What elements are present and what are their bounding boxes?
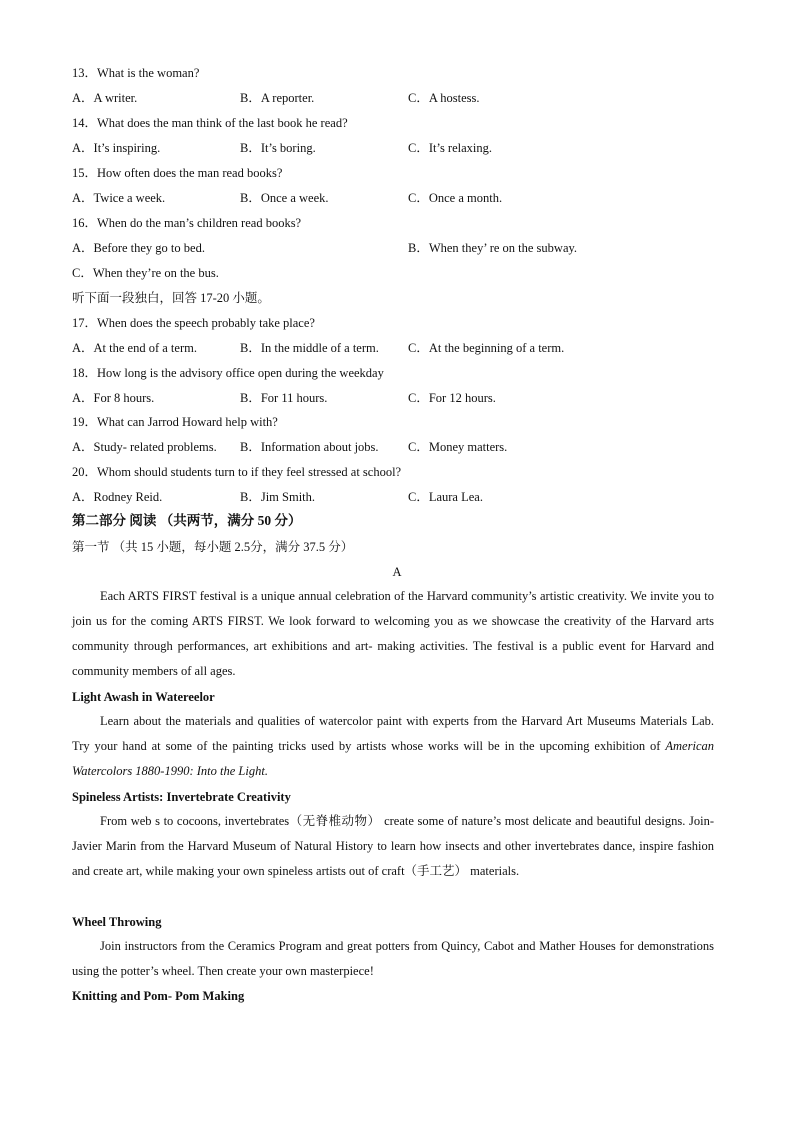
question-14: 14．What does the man think of the last book he read? [72,116,348,130]
activity-description: From web s to cocoons, invertebrates（无脊椎动物） create some of nature’s most delicate and beautiful designs. Join- Javier Marin from the Harvard Museum of Natural History to learn how insects and other invertebrates dance, inspire fashion and create art, while making your own spineless artists out of craft（手工艺） materials. [72,814,714,878]
option-b: B．For 11 hours. [240,391,328,405]
option-a: A．It’s inspiring. [72,141,161,155]
question-15: 15．How often does the man read books? [72,166,283,180]
question-18: 18．How long is the advisory office open during the weekday [72,366,384,380]
activity-heading: Light Awash in Watereelor [72,690,215,704]
options-19 [72,439,722,455]
activity-description [72,709,714,784]
option-b: B．It’s boring. [240,141,316,155]
option-b: B．In the middle of a term. [240,341,379,355]
option-c: C．It’s relaxing. [408,141,493,155]
option-c: C．When they’re on the bus. [72,266,219,280]
activity-description: Join instructors from the Ceramics Program and great potters from Quincy, Cabot and Mather Houses for demonstrations using the potter’s wheel. Then create your own masterpiece! [72,939,714,978]
monologue-instruction: 听下面一段独白，回答 17-20 小题。 [72,291,270,305]
options-14 [72,140,722,156]
options-18 [72,390,722,406]
options-17 [72,340,722,356]
option-b: B．A reporter. [240,91,315,105]
passage-label: A [392,565,402,579]
options-15 [72,190,722,206]
activity-heading: Wheel Throwing [72,915,162,929]
option-a: A．Study- related problems. [72,440,217,454]
option-a: A．Rodney Reid. [72,490,163,504]
option-c: C．Money matters. [408,440,508,454]
option-b: B．Information about jobs. [240,440,379,454]
activity-text: Learn about the materials and qualities of watercolor paint with experts from the Harvard Art Museums Materials Lab. Try your hand at some of the painting tricks used by artists whose works will be in the upcoming exhibition of [72,714,714,753]
question-20: 20．Whom should students turn to if they feel stressed at school? [72,465,402,479]
section-one-title: 第一节 （共 15 小题，每小题 2.5分，满分 37.5 分） [72,540,354,554]
option-c: C．At the beginning of a term. [408,341,565,355]
option-c: C．Once a month. [408,191,503,205]
option-c: C．A hostess. [408,91,480,105]
question-16: 16．When do the man’s children read books? [72,216,302,230]
question-17: 17．When does the speech probably take place? [72,316,315,330]
option-a: A．Twice a week. [72,191,166,205]
option-a: A．A writer. [72,91,138,105]
passage-intro: Each ARTS FIRST festival is a unique annual celebration of the Harvard community’s artistic creativity. We invite you to join us for the coming ARTS FIRST. We look forward to welcoming you as we showcase the creativity of the Harvard arts community through performances, art exhibitions and art- making activities. The festival is a public event for Harvard and community members of all ages. [72,589,714,678]
options-16 [72,240,722,256]
option-a: A．Before they go to bed. [72,241,205,255]
options-20 [72,489,722,505]
option-c: C．Laura Lea. [408,490,483,504]
option-c: C．For 12 hours. [408,391,496,405]
option-a: A．For 8 hours. [72,391,155,405]
exhibition-title: American Watercolors 1880-1990: Into the Light. [72,739,714,778]
question-13: 13．What is the woman? [72,66,200,80]
activity-heading: Knitting and Pom- Pom Making [72,989,245,1003]
question-19: 19．What can Jarrod Howard help with? [72,415,278,429]
activity-heading: Spineless Artists: Invertebrate Creativity [72,790,291,804]
option-b: B．When they’ re on the subway. [408,241,578,255]
option-b: B．Jim Smith. [240,490,316,504]
option-b: B．Once a week. [240,191,329,205]
part-two-title: 第二部分 阅读 （共两节，满分 50 分） [72,513,302,528]
option-a: A．At the end of a term. [72,341,197,355]
options-13 [72,90,722,106]
